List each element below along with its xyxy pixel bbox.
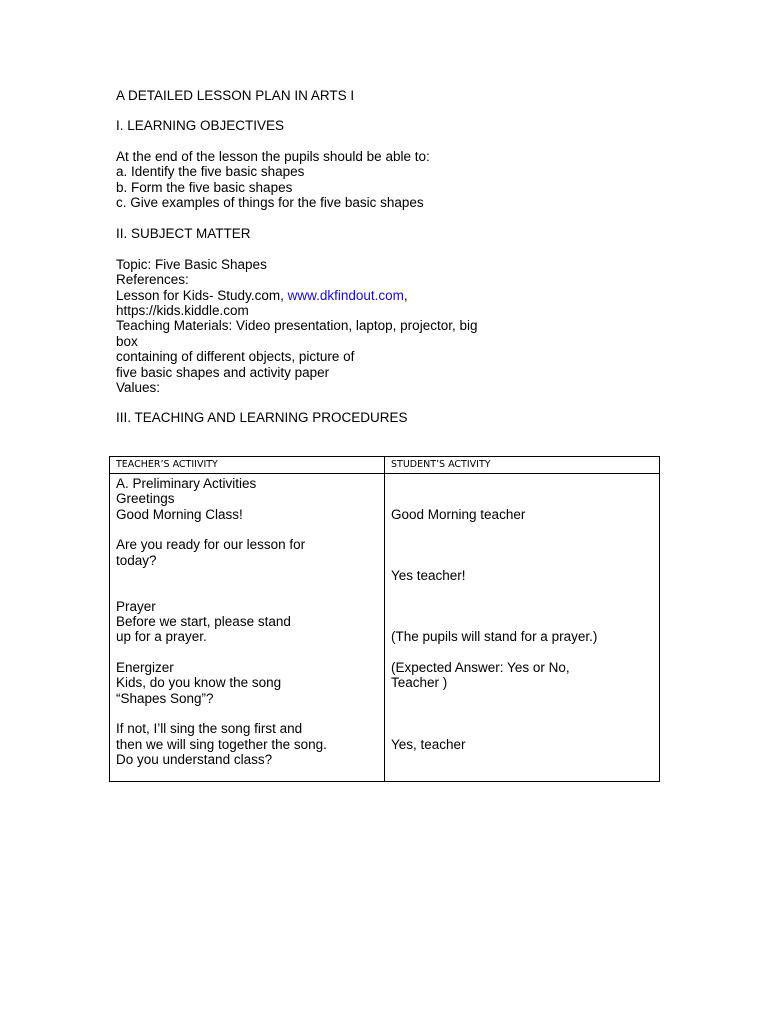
student-activity-line [391, 522, 653, 537]
student-activity-line [391, 752, 653, 767]
teacher-activity-line: Greetings [116, 491, 175, 507]
values-label: Values: [116, 380, 161, 395]
document-title: A DETAILED LESSON PLAN IN ARTS I [116, 88, 355, 103]
topic-line: Topic: Five Basic Shapes [116, 257, 267, 272]
teacher-activity-line: today? [116, 552, 157, 568]
teacher-activity-line: up for a prayer. [116, 629, 207, 645]
materials-line: Teaching Materials: Video presentation, laptop, projector, big [116, 318, 478, 333]
reference-comma: , [403, 288, 408, 303]
student-activity-line [391, 721, 653, 736]
teacher-activity-line: then we will sing together the song. [116, 736, 327, 752]
reference-text: Lesson for Kids- Study.com, [116, 288, 288, 303]
teacher-activity-line [116, 706, 378, 721]
teacher-activity-line: If not, I’ll sing the song first and [116, 721, 303, 737]
student-activity-line [391, 691, 653, 706]
student-activity-header: STUDENT’S ACTIVITY [385, 457, 660, 474]
teacher-activity-line: Kids, do you know the song [116, 675, 282, 691]
student-activity-line [391, 583, 653, 598]
reference-link[interactable]: www.dkfindout.com [287, 288, 404, 303]
teacher-activity-line: Before we start, please stand [116, 613, 291, 629]
section-heading-procedures: III. TEACHING AND LEARNING PROCEDURES [116, 410, 408, 425]
teacher-activity-line: Prayer [116, 598, 156, 614]
student-activity-line [391, 491, 653, 506]
teacher-activity-line [116, 522, 378, 537]
student-activity-line: Teacher ) [391, 675, 448, 691]
materials-line: containing of different objects, picture of [116, 349, 355, 364]
teacher-activity-line: “Shapes Song”? [116, 690, 214, 706]
objective-item: b. Form the five basic shapes [116, 180, 293, 195]
student-activity-line [391, 476, 653, 491]
teacher-activity-line [116, 568, 378, 583]
teacher-activity-line: Are you ready for our lesson for [116, 537, 306, 553]
teacher-activity-line [116, 583, 378, 598]
teacher-activity-line: Do you understand class? [116, 751, 273, 767]
table-row [110, 474, 660, 782]
materials-line: five basic shapes and activity paper [116, 365, 330, 380]
student-activity-line: (The pupils will stand for a prayer.) [391, 629, 598, 645]
materials-line: box [116, 334, 138, 349]
student-activity-line [391, 645, 653, 660]
teacher-activity-header: TEACHER’S ACTIIVITY [110, 457, 385, 474]
teacher-activity-line: Energizer [116, 659, 174, 675]
student-activity-line [391, 614, 653, 629]
teacher-activity-cell [110, 474, 385, 782]
student-activity-line: (Expected Answer: Yes or No, [391, 659, 570, 675]
teacher-activity-line: Good Morning Class! [116, 506, 243, 522]
table-header-row [110, 457, 660, 474]
objective-item: a. Identify the five basic shapes [116, 164, 305, 179]
teacher-activity-line [116, 645, 378, 660]
references-label: References: [116, 272, 189, 287]
student-activity-line [391, 537, 653, 552]
reference-url: https://kids.kiddle.com [116, 303, 249, 318]
student-activity-line: Yes teacher! [391, 567, 466, 583]
student-activity-line: Good Morning teacher [391, 506, 526, 522]
teacher-activity-line: A. Preliminary Activities [116, 476, 257, 491]
student-activity-line [391, 599, 653, 614]
student-activity-cell [385, 474, 660, 782]
student-activity-line [391, 553, 653, 568]
section-heading-subject-matter: II. SUBJECT MATTER [116, 226, 251, 241]
section-heading-objectives: I. LEARNING OBJECTIVES [116, 118, 285, 133]
procedures-table [109, 456, 660, 782]
objective-item: c. Give examples of things for the five basic shapes [116, 195, 424, 210]
student-activity-line [391, 706, 653, 721]
reference-line [116, 288, 408, 304]
objectives-intro: At the end of the lesson the pupils should be able to: [116, 149, 430, 164]
student-activity-line: Yes, teacher [391, 736, 466, 752]
